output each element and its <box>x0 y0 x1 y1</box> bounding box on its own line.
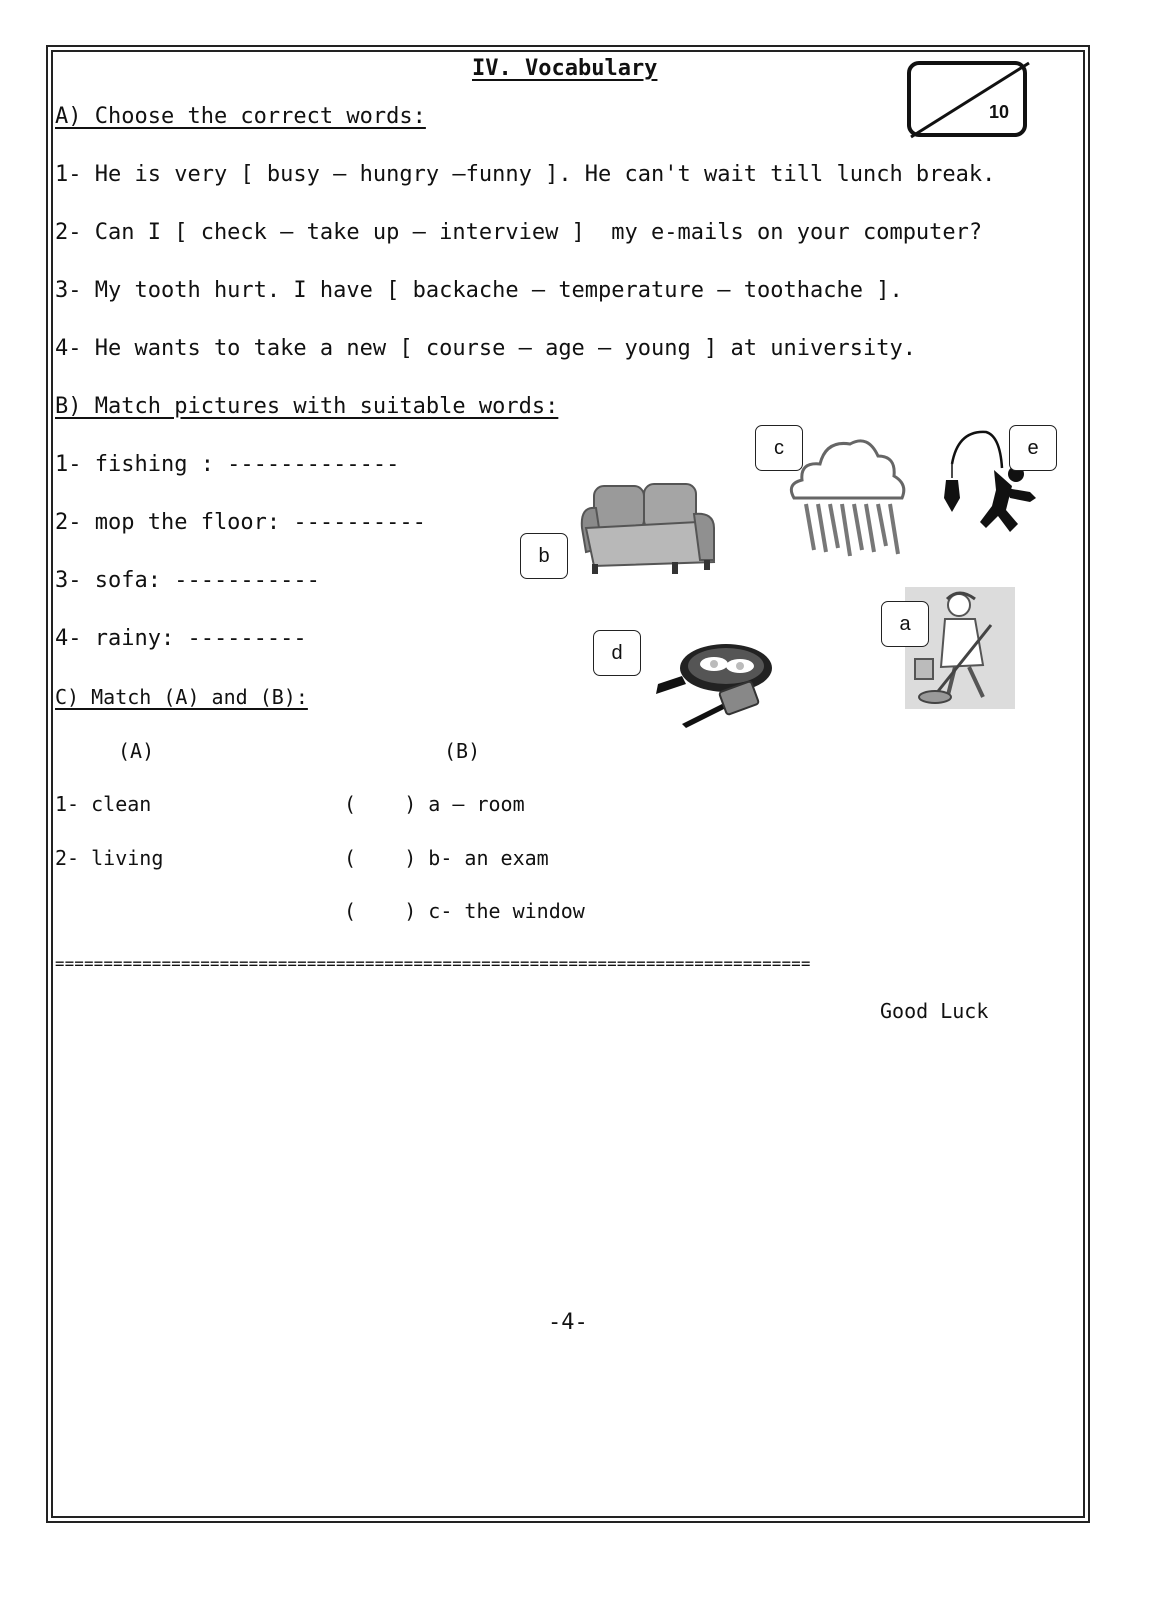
part-c-col-b-item-1: ( ) a – room <box>344 792 525 816</box>
part-a-item-1: 1- He is very [ busy – hungry –funny ]. He can't wait till lunch break. <box>55 162 996 187</box>
part-b-item-1: 1- fishing : ------------- <box>55 452 400 477</box>
part-c-col-a-header: (A) <box>118 739 155 763</box>
score-box <box>907 61 1027 137</box>
picture-label-c: c <box>755 425 803 471</box>
picture-label-e: e <box>1009 425 1057 471</box>
section-title: IV. Vocabulary <box>472 56 658 81</box>
part-c-col-b-header: (B) <box>444 739 481 763</box>
part-a-item-4: 4- He wants to take a new [ course – age – young ] at university. <box>55 336 916 361</box>
frying-pan-icon <box>652 636 776 732</box>
picture-label-a: a <box>881 601 929 647</box>
page-border-inner <box>51 50 1085 1518</box>
part-c-col-b-item-3: ( ) c- the window <box>344 899 585 923</box>
part-b-item-4: 4- rainy: --------- <box>55 626 307 651</box>
picture-label-b: b <box>520 533 568 579</box>
part-c-heading: C) Match (A) and (B): <box>55 685 308 709</box>
part-c-col-a-item-1: 1- clean <box>55 792 152 816</box>
separator-line: ============================================================================== <box>55 955 811 973</box>
part-a-heading: A) Choose the correct words: <box>55 104 426 129</box>
sofa-icon <box>572 478 718 578</box>
part-a-item-3: 3- My tooth hurt. I have [ backache – temperature – toothache ]. <box>55 278 903 303</box>
score-value: 10 <box>988 102 1009 122</box>
closing-text: Good Luck <box>880 999 989 1023</box>
page-number: -4- <box>548 1310 588 1335</box>
score-slash-icon <box>907 61 1031 141</box>
part-b-item-3: 3- sofa: ----------- <box>55 568 320 593</box>
picture-label-d: d <box>593 630 641 676</box>
part-b-item-2: 2- mop the floor: ---------- <box>55 510 426 535</box>
part-b-heading: B) Match pictures with suitable words: <box>55 394 559 419</box>
part-a-item-2: 2- Can I [ check – take up – interview ] my e-mails on your computer? <box>55 220 983 245</box>
part-c-col-a-item-2: 2- living <box>55 846 164 870</box>
part-c-col-b-item-2: ( ) b- an exam <box>344 846 549 870</box>
